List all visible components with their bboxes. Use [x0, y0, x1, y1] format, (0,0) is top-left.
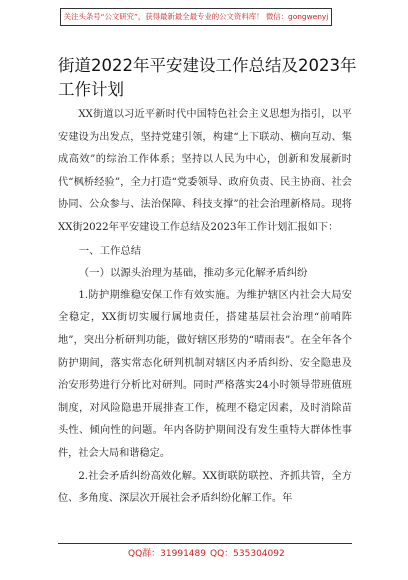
footer-qq-group: QQ群：31991489	[128, 549, 206, 559]
footer-qq: QQ：535304092	[210, 549, 285, 559]
footer-divider	[58, 543, 352, 544]
subsection-heading: （一）以源头治理为基础，推动多元化解矛盾纠纷	[78, 267, 308, 280]
document-body	[58, 104, 352, 511]
intro-paragraph: XX街道以习近平新时代中国特色社会主义思想为指引，以平安建设为出发点，坚持党建引领，构建“上下联动、横向互动、集成高效”的综治工作体系；坚持以人民为中心，创新和发展新时代“枫桥经验”，全力打造“党委领导、政府负责、民主协商、社会协同、公众参与、法治保障、科技支撑”的社会治理新格局。现将XX街2022年平安建设工作总结及2023年工作计划汇报如下：	[58, 109, 352, 233]
document-title: 街道2022年平安建设工作总结及2023年工作计划	[58, 56, 357, 99]
body-paragraph: 1.防护期维稳安保工作有效实施。为维护辖区内社会大局安全稳定，XX街切实履行属地责任，搭建基层社会治理“前哨阵地”，突出分析研判功能，做好辖区形势的“晴雨表”。在全年各个防护期间，落实常态化研判机制对辖区内矛盾纠纷、安全隐患及治安形势进行分析比对研判。同时严格落实24小时领导带班值班制度，对风险隐患开展排查工作，梳理不稳定因素，及时消除苗头性、倾向性的问题。年内各防护期间没有发生重特大群体性事件，社会大局和谐稳定。	[58, 289, 352, 459]
section-heading: 一、工作总结	[78, 244, 142, 257]
body-paragraph: 2.社会矛盾纠纷高效化解。XX街联防联控、齐抓共管，全方位、多角度、深层次开展社会矛盾纠纷化解工作。年	[58, 470, 352, 505]
header-banner: 关注头条号“公文研究”，获得最新最全最专业的公文资料库！ 微信：gongwenyj	[60, 8, 332, 26]
